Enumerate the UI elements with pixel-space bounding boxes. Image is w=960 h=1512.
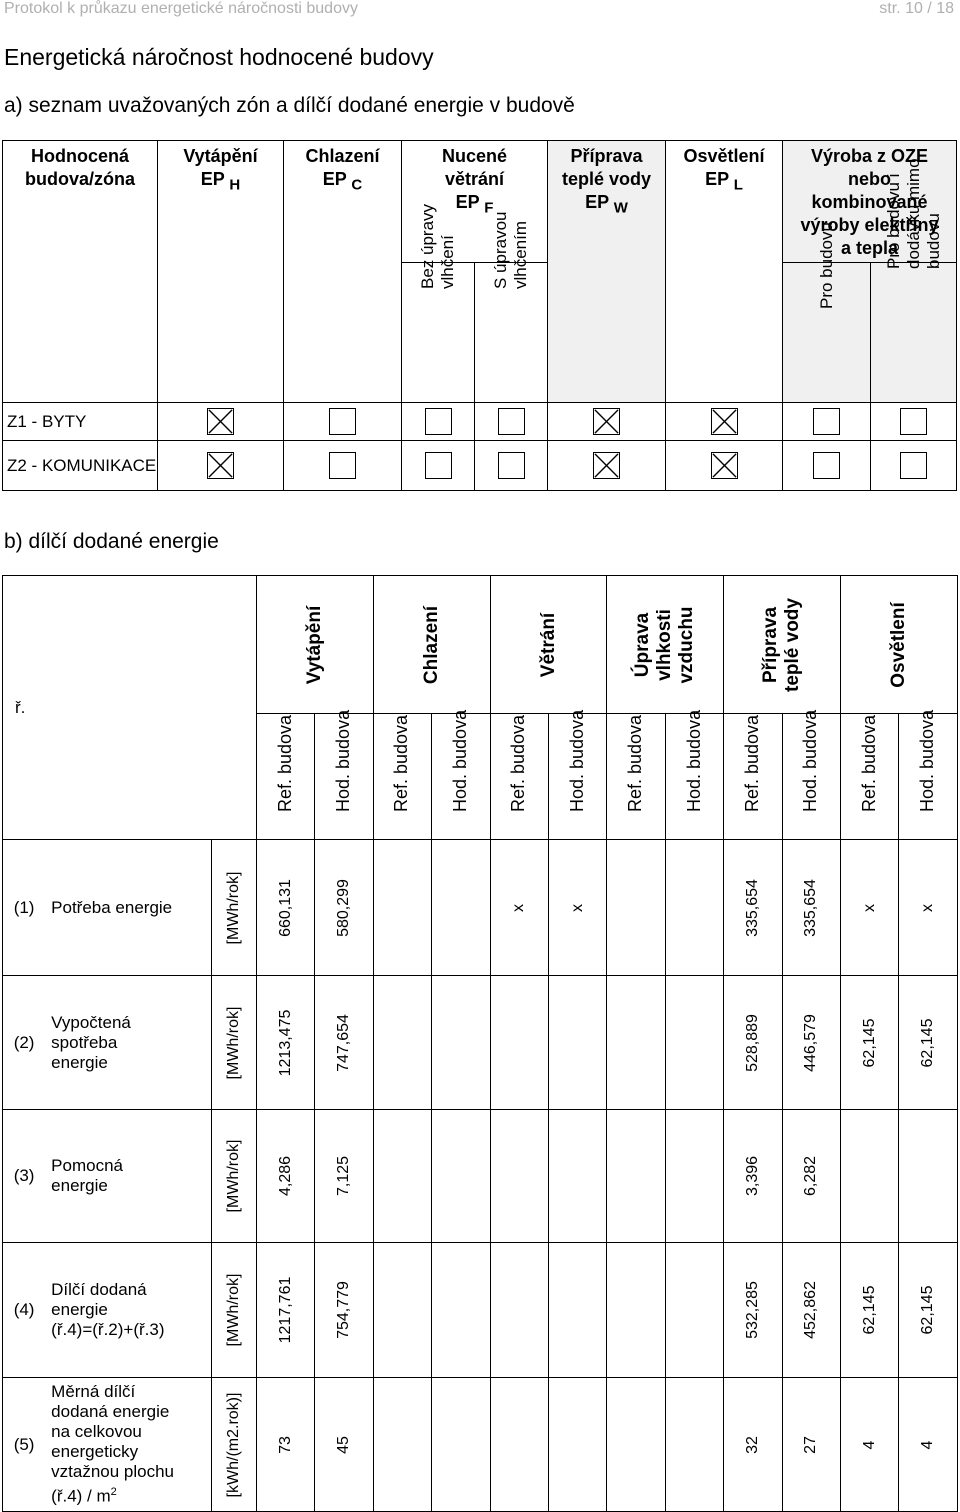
value-cell: 528,889 [724, 976, 782, 1110]
value-cell [549, 1378, 607, 1512]
energy-table [2, 575, 958, 1512]
value-cell: 32 [724, 1378, 782, 1512]
value-cell: 532,285 [724, 1243, 782, 1378]
row-label: Měrná dílčí dodaná energie na celkovou energeticky vztažnou plochu (ř.4) / $m^2$ [45, 1378, 212, 1512]
value-cell [490, 1110, 548, 1243]
value-cell: 7,125 [315, 1110, 373, 1243]
energy-row [3, 1378, 958, 1512]
checkbox-checked[interactable] [593, 408, 620, 435]
unit-label: [MWh/rok] [212, 976, 257, 1110]
row-number: (1) [3, 840, 46, 976]
row-number: (4) [3, 1243, 46, 1378]
value-cell: 62,145 [841, 976, 899, 1110]
unit-label: [MWh/rok] [212, 1243, 257, 1378]
value-cell [665, 976, 723, 1110]
value-cell: 335,654 [782, 840, 840, 976]
value-cell [899, 1110, 958, 1243]
doc-header-title: Protokol k průkazu energetické náročnosti budovy [4, 0, 358, 17]
group-header: Osvětlení [841, 576, 958, 714]
row-label: Dílčí dodaná energie (ř.4)=(ř.2)+(ř.3) [45, 1243, 212, 1378]
value-cell [490, 1243, 548, 1378]
value-cell: 747,654 [315, 976, 373, 1110]
checkbox-unchecked[interactable] [498, 452, 525, 479]
value-cell [432, 1378, 490, 1512]
value-cell: x [899, 840, 958, 976]
value-cell: 660,131 [256, 840, 314, 976]
checkbox-unchecked[interactable] [900, 452, 927, 479]
group-header: Úprava vlhkosti vzduchu [607, 576, 724, 714]
value-cell [607, 1378, 665, 1512]
value-cell: 6,282 [782, 1110, 840, 1243]
page-title: Energetická náročnost hodnocené budovy [4, 44, 434, 70]
ref-building-header: Ref. budova [724, 714, 782, 840]
zone-name: Z2 - KOMUNIKACE [3, 441, 158, 491]
value-cell: 446,579 [782, 976, 840, 1110]
group-header: Větrání [490, 576, 607, 714]
sub-header-for-building-and-export: Pro budovu i dodávku mimo budovu [871, 263, 957, 403]
evaluated-building-header: Hod. budova [665, 714, 723, 840]
unit-label: [kWh/(m2.rok)] [212, 1378, 257, 1512]
section-b-heading: b) dílčí dodané energie [4, 530, 219, 553]
value-cell: 452,862 [782, 1243, 840, 1378]
energy-row [3, 976, 958, 1110]
value-cell: 1217,761 [256, 1243, 314, 1378]
value-cell [373, 840, 431, 976]
value-cell [841, 1110, 899, 1243]
value-cell [432, 1243, 490, 1378]
checkbox-unchecked[interactable] [813, 452, 840, 479]
value-cell: 580,299 [315, 840, 373, 976]
value-cell [373, 1378, 431, 1512]
value-cell: 335,654 [724, 840, 782, 976]
value-cell [665, 1110, 723, 1243]
value-cell [432, 976, 490, 1110]
value-cell: 62,145 [899, 1243, 958, 1378]
value-cell: 4,286 [256, 1110, 314, 1243]
energy-row [3, 1243, 958, 1378]
energy-row [3, 1110, 958, 1243]
checkbox-unchecked[interactable] [425, 408, 452, 435]
ref-building-header: Ref. budova [607, 714, 665, 840]
value-cell: 73 [256, 1378, 314, 1512]
ref-building-header: Ref. budova [841, 714, 899, 840]
zone-name: Z1 - BYTY [3, 403, 158, 441]
value-cell: 3,396 [724, 1110, 782, 1243]
value-cell: 45 [315, 1378, 373, 1512]
row-label: Pomocná energie [45, 1110, 212, 1243]
row-number-header: ř. [3, 576, 257, 840]
col-oze-header: Výroba z OZE nebo kombinované výroby elektřiny a tepla [783, 141, 957, 263]
col-vent-header: Nucené větrání EP $_F$ [402, 141, 548, 263]
value-cell [665, 1243, 723, 1378]
evaluated-building-header: Hod. budova [315, 714, 373, 840]
checkbox-checked[interactable] [711, 452, 738, 479]
row-label: Vypočtená spotřeba energie [45, 976, 212, 1110]
checkbox-unchecked[interactable] [329, 452, 356, 479]
row-number: (5) [3, 1378, 46, 1512]
unit-label: [MWh/rok] [212, 1110, 257, 1243]
ref-building-header: Ref. budova [490, 714, 548, 840]
value-cell: x [841, 840, 899, 976]
value-cell: 62,145 [841, 1243, 899, 1378]
value-cell [549, 976, 607, 1110]
value-cell [549, 1243, 607, 1378]
section-a-heading: a) seznam uvažovaných zón a dílčí dodané energie v budově [4, 94, 575, 117]
evaluated-building-header: Hod. budova [899, 714, 958, 840]
group-header: Chlazení [373, 576, 490, 714]
value-cell: 62,145 [899, 976, 958, 1110]
value-cell [490, 976, 548, 1110]
page-number: str. 10 / 18 [879, 0, 954, 17]
value-cell [607, 840, 665, 976]
zone-row [3, 403, 957, 441]
evaluated-building-header: Hod. budova [782, 714, 840, 840]
value-cell: 27 [782, 1378, 840, 1512]
ref-building-header: Ref. budova [256, 714, 314, 840]
value-cell [607, 1243, 665, 1378]
value-cell [607, 1110, 665, 1243]
value-cell: 1213,475 [256, 976, 314, 1110]
row-number: (3) [3, 1110, 46, 1243]
col-light-header: Osvětlení EP $_L$ [666, 141, 783, 403]
checkbox-unchecked[interactable] [498, 408, 525, 435]
value-cell [665, 840, 723, 976]
sub-header-for-building: Pro budovu [783, 263, 871, 403]
value-cell [432, 840, 490, 976]
row-label: Potřeba energie [45, 840, 212, 976]
checkbox-unchecked[interactable] [425, 452, 452, 479]
ref-building-header: Ref. budova [373, 714, 431, 840]
checkbox-unchecked[interactable] [813, 408, 840, 435]
value-cell [432, 1110, 490, 1243]
evaluated-building-header: Hod. budova [432, 714, 490, 840]
col-heating-header: Vytápění EP $_H$ [158, 141, 284, 403]
row-number: (2) [3, 976, 46, 1110]
checkbox-checked[interactable] [593, 452, 620, 479]
unit-label: [MWh/rok] [212, 840, 257, 976]
col-zone-header: Hodnocená budova/zóna [3, 141, 158, 403]
value-cell [490, 1378, 548, 1512]
value-cell [549, 1110, 607, 1243]
value-cell: 4 [841, 1378, 899, 1512]
value-cell: x [549, 840, 607, 976]
value-cell [607, 976, 665, 1110]
evaluated-building-header: Hod. budova [549, 714, 607, 840]
checkbox-unchecked[interactable] [329, 408, 356, 435]
value-cell [665, 1378, 723, 1512]
sub-header-with-humidification: S úpravou vlhčením [475, 263, 548, 403]
value-cell [373, 1243, 431, 1378]
checkbox-checked[interactable] [207, 408, 234, 435]
col-cooling-header: Chlazení EP $_C$ [284, 141, 402, 403]
value-cell [373, 1110, 431, 1243]
value-cell [373, 976, 431, 1110]
value-cell: 754,779 [315, 1243, 373, 1378]
col-water-header: Příprava teplé vody EP $_W$ [548, 141, 666, 403]
energy-row [3, 840, 958, 976]
checkbox-checked[interactable] [711, 408, 738, 435]
value-cell: x [490, 840, 548, 976]
checkbox-unchecked[interactable] [900, 408, 927, 435]
group-header: Vytápění [256, 576, 373, 714]
group-header: Příprava teplé vody [724, 576, 841, 714]
zone-row [3, 441, 957, 491]
sub-header-without-humidification: Bez úpravy vlhčení [402, 263, 475, 403]
checkbox-checked[interactable] [207, 452, 234, 479]
zones-table [2, 140, 957, 491]
value-cell: 4 [899, 1378, 958, 1512]
